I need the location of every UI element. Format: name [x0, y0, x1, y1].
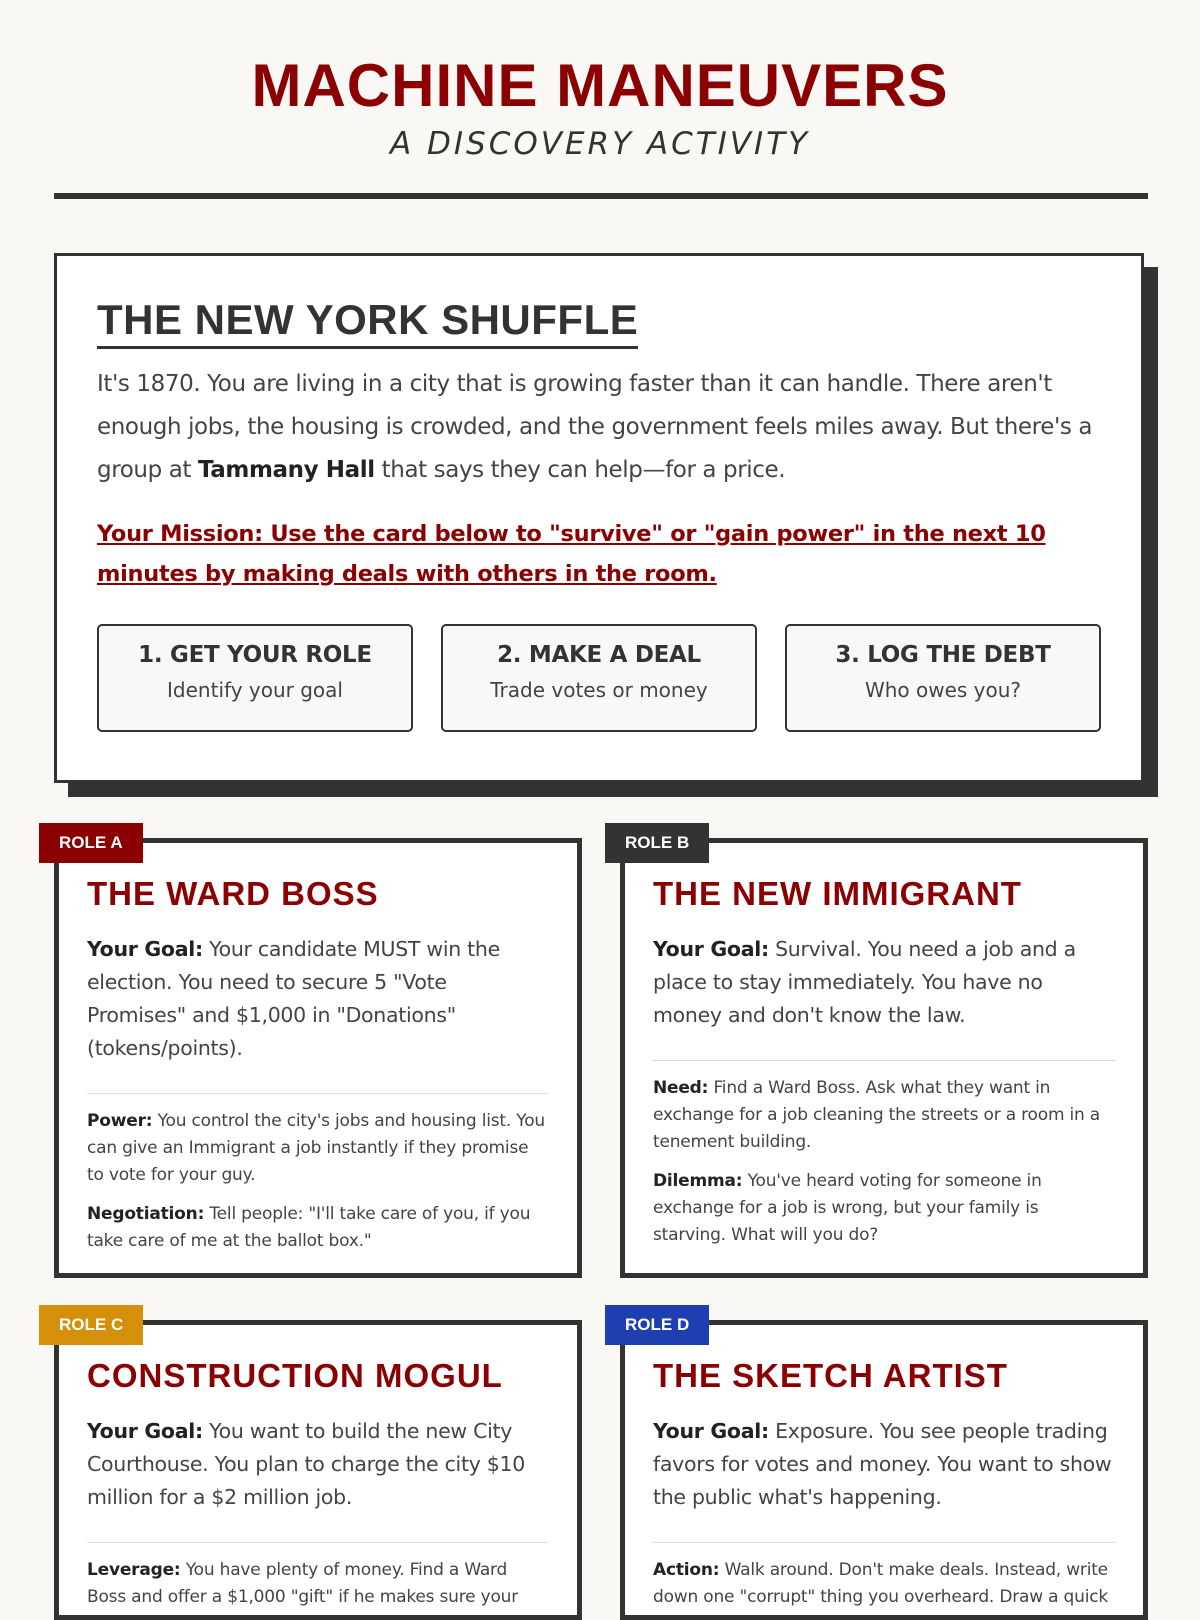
header-divider [54, 193, 1148, 199]
role-note [87, 1557, 549, 1611]
role-goal [87, 1415, 549, 1514]
goal-label: Your Goal: [653, 1419, 769, 1443]
card-divider [653, 1060, 1115, 1061]
role-card-new-immigrant [620, 833, 1148, 1278]
note-label: Action: [653, 1560, 720, 1580]
page-header [0, 0, 1200, 162]
goal-label: Your Goal: [87, 1419, 203, 1443]
role-title: THE SKETCH ARTIST [653, 1357, 1008, 1394]
step-desc: Who owes you? [864, 678, 1022, 702]
note-label: Need: [653, 1078, 709, 1098]
role-goal [87, 933, 549, 1065]
role-goal [653, 933, 1115, 1032]
role-title: THE WARD BOSS [87, 875, 379, 912]
role-card-construction-mogul [54, 1315, 582, 1620]
step-get-role [97, 624, 413, 732]
step-desc: Trade votes or money [490, 678, 708, 702]
step-log-debt [785, 624, 1101, 732]
intro-heading: THE NEW YORK SHUFFLE [97, 296, 638, 349]
role-card-sketch-artist [620, 1315, 1148, 1620]
goal-text: You want to build the new City Courthouse. You plan to charge the city $10 million for a $2 million job. [87, 1419, 525, 1509]
card-divider [87, 1542, 549, 1543]
step-title: 2. MAKE A DEAL [497, 642, 701, 668]
note-label: Power: [87, 1111, 153, 1131]
role-title: THE NEW IMMIGRANT [653, 875, 1022, 912]
role-note [653, 1168, 1115, 1249]
intro-text-part: that says they can help—for a price. [374, 457, 786, 483]
intro-text [97, 363, 1101, 492]
mission-text: Your Mission: Use the card below to "survive" or "gain power" in the next 10 minutes by making deals with others in the room. [97, 521, 1046, 587]
note-label: Leverage: [87, 1560, 181, 1580]
steps-row [97, 624, 1101, 732]
role-badge: ROLE B [605, 823, 709, 863]
note-label: Dilemma: [653, 1171, 743, 1191]
note-text: You control the city's jobs and housing list. You can give an Immigrant a job instantly if they promise to vote for your guy. [87, 1111, 545, 1185]
note-text: You have plenty of money. Find a Ward Boss and offer a $1,000 "gift" if he makes sure your [87, 1560, 519, 1607]
note-text: You've heard voting for someone in exchange for a job is wrong, but your family is starving. What will you do? [653, 1171, 1042, 1245]
role-title: CONSTRUCTION MOGUL [87, 1357, 503, 1394]
step-title: 1. GET YOUR ROLE [138, 642, 372, 668]
role-badge: ROLE A [39, 823, 143, 863]
intro-panel [54, 253, 1144, 783]
card-divider [653, 1542, 1115, 1543]
note-text: Walk around. Don't make deals. Instead, write down one "corrupt" thing you overheard. Draw a quick [653, 1560, 1109, 1607]
role-note [653, 1557, 1115, 1611]
page-subtitle: A DISCOVERY ACTIVITY [389, 126, 811, 162]
step-make-deal [441, 624, 757, 732]
intro-text-bold: Tammany Hall [197, 457, 375, 483]
role-goal [653, 1415, 1115, 1514]
card-divider [87, 1093, 549, 1094]
step-desc: Identify your goal [167, 678, 343, 702]
note-label: Negotiation: [87, 1204, 205, 1224]
step-title: 3. LOG THE DEBT [835, 642, 1051, 668]
role-card-ward-boss [54, 833, 582, 1278]
role-note [87, 1108, 549, 1189]
role-note [653, 1075, 1115, 1156]
goal-label: Your Goal: [87, 937, 203, 961]
role-badge: ROLE C [39, 1305, 143, 1345]
goal-text: Survival. You need a job and a place to stay immediately. You have no money and don't know the law. [653, 937, 1076, 1027]
goal-text: Your candidate MUST win the election. You need to secure 5 "Vote Promises" and $1,000 in "Donations" (tokens/points). [87, 937, 500, 1060]
page-title: MACHINE MANEUVERS [251, 52, 949, 119]
goal-text: Exposure. You see people trading favors for votes and money. You want to show the public what's happening. [653, 1419, 1112, 1509]
role-badge: ROLE D [605, 1305, 709, 1345]
note-text: Find a Ward Boss. Ask what they want in exchange for a job cleaning the streets or a room in a tenement building. [653, 1078, 1101, 1152]
role-note [87, 1201, 549, 1255]
intro-text-part: It's 1870. You are living in a city that is growing faster than it can handle. There aren't enough jobs, the housing is crowded, and the government feels miles away. But there's a group at [97, 371, 1093, 483]
goal-label: Your Goal: [653, 937, 769, 961]
note-text: Tell people: "I'll take care of you, if you take care of me at the ballot box." [87, 1204, 531, 1251]
